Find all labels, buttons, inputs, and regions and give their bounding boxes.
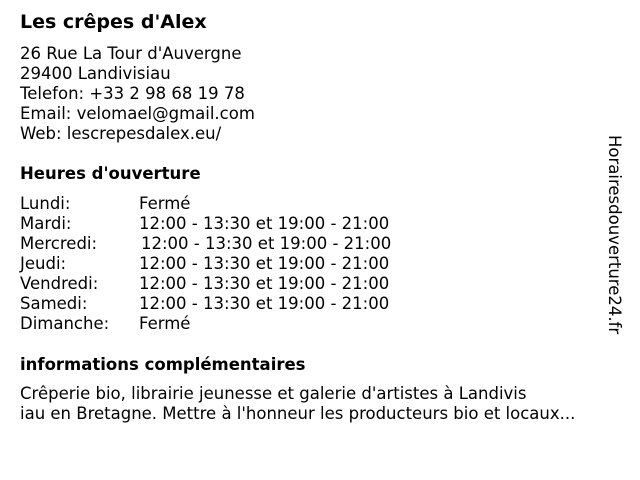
email-address: Email: velomael@gmail.com: [20, 104, 255, 123]
hours-row-friday: [20, 274, 391, 294]
day-label: Vendredi:: [20, 274, 99, 293]
time-value: 12:00 - 13:30 et 19:00 - 21:00: [139, 274, 390, 293]
hours-row-monday: [20, 194, 391, 214]
hours-row-wednesday: [20, 234, 391, 254]
description-text: [20, 384, 620, 424]
day-label: Mercredi:: [20, 234, 98, 253]
hours-row-saturday: [20, 294, 391, 314]
time-value: 12:00 - 13:30 et 19:00 - 21:00: [141, 234, 392, 253]
info-heading: informations complémentaires: [20, 355, 306, 374]
day-label: Dimanche:: [20, 314, 110, 333]
description-line: Crêperie bio, librairie jeunesse et galerie d'artistes à Landivis: [20, 384, 527, 403]
day-label: Lundi:: [20, 194, 71, 213]
time-value: Fermé: [139, 314, 191, 333]
hours-row-thursday: [20, 254, 391, 274]
time-value: 12:00 - 13:30 et 19:00 - 21:00: [139, 294, 390, 313]
site-watermark: Horairesdouverture24.fr: [605, 135, 624, 335]
street-address: 26 Rue La Tour d'Auvergne: [20, 44, 242, 63]
day-label: Samedi:: [20, 294, 88, 313]
time-value: 12:00 - 13:30 et 19:00 - 21:00: [139, 214, 390, 233]
time-value: 12:00 - 13:30 et 19:00 - 21:00: [139, 254, 390, 273]
business-name: Les crêpes d'Alex: [20, 11, 207, 33]
website: Web: lescrepesdalex.eu/: [20, 124, 222, 143]
description-line: iau en Bretagne. Mettre à l'honneur les producteurs bio et locaux...: [20, 404, 576, 423]
phone-number: Telefon: +33 2 98 68 19 78: [20, 84, 245, 103]
hours-row-tuesday: [20, 214, 391, 234]
city-address: 29400 Landivisiau: [20, 64, 171, 83]
time-value: Fermé: [139, 194, 191, 213]
hours-row-sunday: [20, 314, 391, 334]
day-label: Jeudi:: [20, 254, 67, 273]
day-label: Mardi:: [20, 214, 72, 233]
contact-block: [20, 44, 255, 144]
hours-heading: Heures d'ouverture: [20, 164, 201, 183]
hours-table: [20, 194, 391, 334]
